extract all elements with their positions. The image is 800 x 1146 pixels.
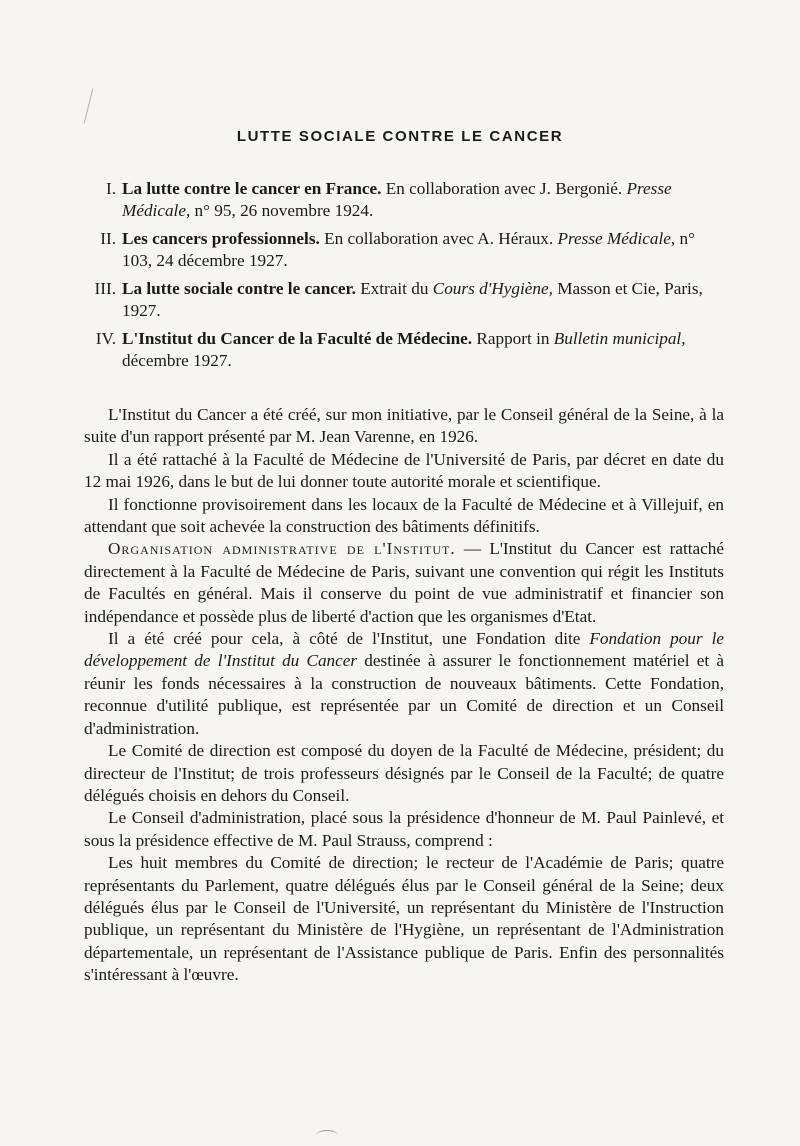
reference-journal: Cours d'Hygiène, (432, 279, 553, 298)
reference-item (84, 278, 724, 322)
reference-list (84, 178, 724, 378)
paragraph: Le Comité de direction est composé du doyen de la Faculté de Médecine, président; du directeur de l'Institut; de trois professeurs désignés par le Conseil de la Faculté; de quatre délégués choisis en dehors du Conseil. (84, 741, 724, 805)
reference-details: Masson et Cie, Paris, 1927. (122, 279, 703, 320)
paragraph: Le Conseil d'administration, placé sous la présidence d'honneur de M. Paul Painlevé, et sous la présidence effective de M. Paul Strauss, comprend : (84, 808, 724, 850)
reference-journal: Bulletin municipal, (553, 329, 686, 348)
reference-number: III. (94, 279, 116, 298)
reference-body (122, 178, 724, 222)
paragraph: Il a été rattaché à la Faculté de Médecine de l'Université de Paris, par décret en date du 12 mai 1926, dans le but de lui donner toute autorité morale et scientifique. (84, 449, 724, 492)
ink-mark (316, 1130, 338, 1141)
reference-number: IV. (95, 329, 116, 348)
reference-title: La lutte sociale contre le cancer. (122, 279, 356, 298)
body-text (84, 404, 724, 987)
reference-number: II. (100, 229, 116, 248)
reference-item (84, 178, 724, 222)
section-heading: Organisation administrative de l'Institut. (108, 539, 456, 559)
reference-note: En collaboration avec A. Héraux. (319, 229, 558, 248)
reference-note: Rapport in (472, 329, 554, 348)
reference-number: I. (105, 179, 116, 198)
page-title: LUTTE SOCIALE CONTRE LE CANCER (236, 128, 564, 145)
paragraph-text: — L'Institut du Cancer est rattaché directement à la Faculté de Médecine de Paris, suivant une convention qui régit les Instituts de Facultés en général. Mais il conserve du point de vue administratif et financier son indépendance et possède plus de liberté d'action que les organismes d'Etat. (84, 539, 724, 626)
reference-details: n° 95, 26 novembre 1924. (190, 201, 374, 220)
reference-body (122, 228, 724, 272)
reference-journal: Presse Médicale, (557, 229, 676, 248)
reference-title: L'Institut du Cancer de la Faculté de Médecine. (122, 329, 473, 348)
paragraph (84, 538, 724, 628)
paragraph-text: Il a été créé pour cela, à côté de l'Institut, une Fondation dite (108, 629, 590, 649)
reference-details: n° 103, 24 décembre 1927. (122, 229, 695, 270)
foundation-name: Fondation pour le développement de l'Institut du Cancer (84, 629, 724, 671)
paragraph: Il fonctionne provisoirement dans les locaux de la Faculté de Médecine et à Villejuif, en attendant que soit achevée la construction des bâtiments définitifs. (84, 494, 724, 537)
reference-title: La lutte contre le cancer en France. (122, 179, 382, 198)
reference-details: décembre 1927. (122, 351, 232, 370)
paragraph: Les huit membres du Comité de direction; le recteur de l'Académie de Paris; quatre représentants du Parlement, quatre délégués élus par le Conseil général de la Seine; deux délégués élus par le Conseil de l'Université, un représentant du Ministère de l'Instruction publique, un représentant du Ministère de l'Hygiène, un représentant de l'Administration départementale, un représentant de l'Assistance publique de Paris. Enfin des personnalités s'intéressant à l'œuvre. (84, 853, 724, 985)
reference-item (84, 228, 724, 272)
paragraph-text: destinée à assurer le fonctionnement matériel et à réunir les fonds nécessaires à la construction de nouveaux bâtiments. Cette Fondation, reconnue d'utilité publique, est représentée par un Comité de direction et un Conseil d'administration. (84, 651, 724, 738)
reference-body (122, 278, 724, 322)
reference-body (122, 328, 724, 372)
reference-journal: Presse Médicale, (122, 179, 672, 220)
reference-item (84, 328, 724, 372)
paragraph (84, 628, 724, 740)
reference-note: En collaboration avec J. Bergonié. (381, 179, 627, 198)
pencil-mark (84, 88, 94, 123)
paragraph: L'Institut du Cancer a été créé, sur mon initiative, par le Conseil général de la Seine, à la suite d'un rapport présenté par M. Jean Varenne, en 1926. (84, 405, 724, 447)
reference-title: Les cancers professionnels. (122, 229, 320, 248)
reference-note: Extrait du (355, 279, 433, 298)
